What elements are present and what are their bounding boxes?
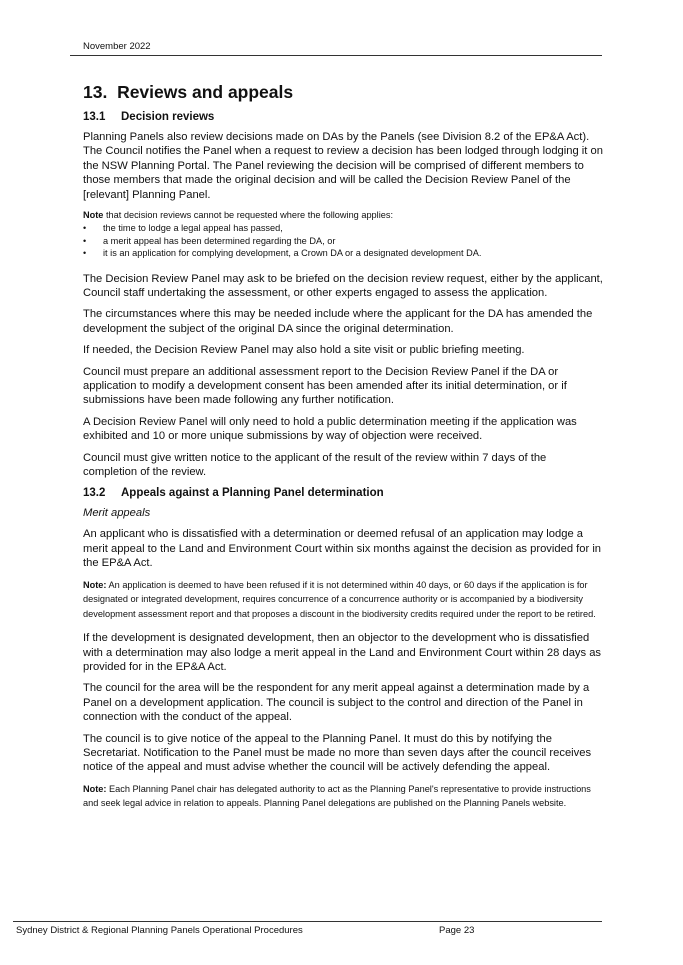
list-item: • the time to lodge a legal appeal has passed, — [83, 222, 603, 235]
section-title-text: Reviews and appeals — [117, 82, 294, 102]
section-title — [83, 82, 603, 102]
paragraph: The circumstances where this may be needed include where the applicant for the DA has amended the development the subject of the original DA since the original determination. — [83, 308, 593, 335]
header-date: November 2022 — [83, 41, 151, 52]
paragraph: If needed, the Decision Review Panel may also hold a site visit or public briefing meeting. — [83, 344, 525, 357]
note-list — [83, 222, 603, 260]
paragraph: A Decision Review Panel will only need to hold a public determination meeting if the application was exhibited and 10 or more unique submissions by way of objection were received. — [83, 415, 577, 443]
subsection-number: 13.2 — [83, 487, 106, 500]
paragraph: Planning Panels also review decisions made on DAs by the Panels (see Division 8.2 of the EP&A Act). The Council notifies the Panel when a request to review a decision has been lodged through lodging it on the NSW Planning Portal. The Panel reviewing the decision will be comprised of different members to those members that made the original decision and will be called the Decision Review Panel of the [relevant] Planning Panel. — [83, 131, 603, 201]
note-label: Note: — [83, 579, 107, 590]
paragraph: Council must prepare an additional assessment report to the Decision Review Panel if the DA or application to modify a development consent has been amended after its initial determination, or if submissions have been made following any further notification. — [83, 365, 567, 407]
paragraph: The council is to give notice of the appeal to the Planning Panel. It must do this by notifying the Secretariat. Notification to the Panel must be made no more than seven days after the council receives notice of the appeal and must advise whether the council will be actively defending the appeal. — [83, 732, 592, 774]
subsection-title: Appeals against a Planning Panel determination — [121, 487, 384, 500]
subsection-number: 13.1 — [83, 111, 106, 123]
note-label: Note: — [83, 783, 107, 794]
paragraph: If the development is designated development, then an objector to the development who is dissatisfied with a determination may also lodge a merit appeal in the Land and Environment Court within 28 days as provided for in the EP&A Act. — [83, 632, 602, 673]
subheading: Merit appeals — [83, 507, 151, 520]
paragraph: An applicant who is dissatisfied with a determination or deemed refusal of an application may lodge a merit appeal to the Land and Environment Court within six months against the decision as provided for in the EP&A Act. — [83, 528, 602, 570]
subsection-title: Decision reviews — [121, 111, 215, 123]
note-text: An application is deemed to have been refused if it is not determined within 40 days, or 60 days if the application is for designated or integrated development, requires concurrence of a concurrence authority or is accompanied by a biodiversity development assessment report and that proposes a discount in the biodiversity credits required under the report to be retired. — [83, 579, 596, 619]
paragraph: The council for the area will be the respondent for any merit appeal against a determination made by a Panel on a development application. The council is subject to the control and direction of the Panel in connection with the conduct of the appeal. — [83, 682, 590, 724]
paragraph: The Decision Review Panel may ask to be briefed on the decision review request, either by the applicant, Council staff undertaking the assessment, or other experts engaged to assess the application. — [83, 272, 603, 299]
subsection-13-1-heading — [83, 110, 603, 124]
list-item: • a merit appeal has been determined regarding the DA, or — [83, 235, 603, 248]
note-text: that decision reviews cannot be requested where the following applies: — [103, 210, 394, 221]
footer-page-number: Page 23 — [439, 925, 475, 936]
footer-document-title: Sydney District & Regional Planning Panels Operational Procedures — [16, 925, 303, 936]
list-item: • it is an application for complying development, a Crown DA or a designated development DA. — [83, 247, 603, 260]
section-number: 13. — [83, 82, 108, 102]
footer-divider — [13, 921, 602, 922]
paragraph: Council must give written notice to the applicant of the result of the review within 7 days of the completion of the review. — [83, 451, 547, 478]
note-text: Each Planning Panel chair has delegated authority to act as the Planning Panel's representative to provide instructions and seek legal advice in relation to appeals. Planning Panel delegations are published on the Planning Panels website. — [83, 783, 591, 809]
note-label: Note — [83, 210, 104, 221]
note — [83, 209, 603, 222]
subsection-13-2-heading — [83, 486, 603, 500]
note — [83, 782, 603, 811]
page-content — [83, 82, 603, 819]
header-divider — [70, 55, 602, 56]
note — [83, 578, 603, 622]
